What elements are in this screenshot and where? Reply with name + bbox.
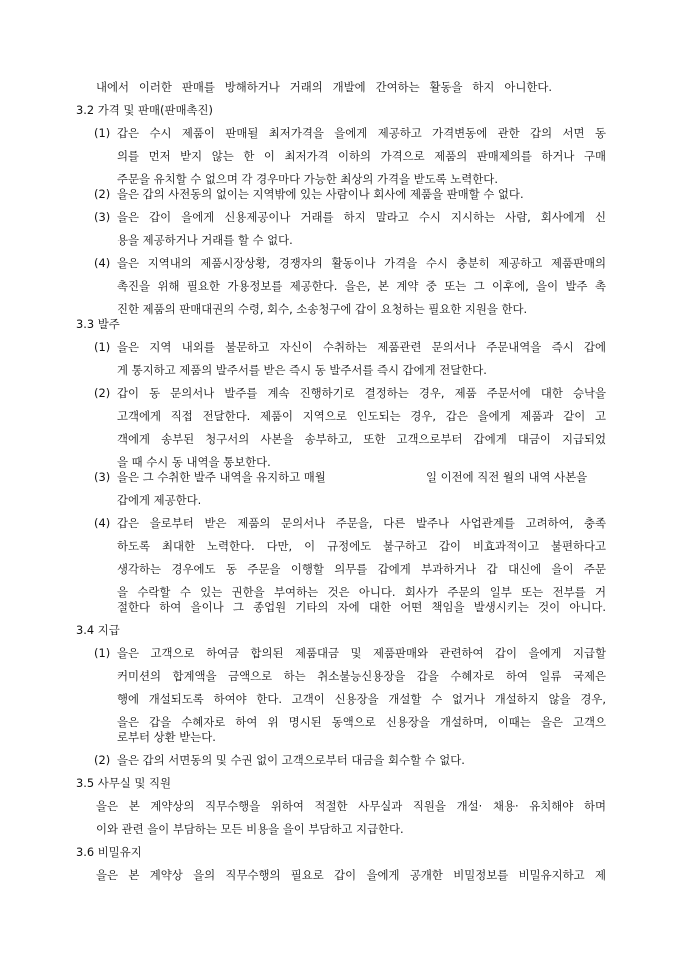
text-line: 을은 본 계약상 을의 직무수행의 필요로 갑이 을에게 공개한 비밀정보를 비밀유지하고 제 <box>96 868 606 882</box>
text-line: 생각하는 경우에도 동 주문을 이행할 의무를 갑에게 부과하거나 갑 대신에 을이 주문 <box>117 562 606 576</box>
text-line: 을 수락할 수 있는 권한을 부여하는 것은 아니다. 회사가 주문의 일부 또는 전부를 거 <box>117 585 606 599</box>
text-line: 진한 제품의 판매대권의 수령, 회수, 소송청구에 갑이 요청하는 필요한 지원을 한다. <box>117 302 528 316</box>
text-line: 을은 지역 내외를 불문하고 자신이 수취하는 제품관련 문의서나 주문내역을 즉시 갑에 <box>117 340 606 354</box>
text-line: 객에게 송부된 청구서의 사본을 송부하고, 또한 고객으로부터 갑에게 대금이 지급되었 <box>117 432 606 446</box>
text-line: 을은 고객으로 하여금 합의된 제품대금 및 제품판매와 관련하여 갑이 을에게 지급할 <box>117 646 606 660</box>
section-heading: 3.3 발주 <box>76 317 120 331</box>
text-line: 내에서 이러한 판매를 방해하거나 거래의 개발에 간여하는 활동을 하지 아니한다. <box>96 80 552 94</box>
text-line: 을은 갑을 수혜자로 하여 위 명시된 동액으로 신용장을 개설하며, 이때는 을은 고객으 <box>117 715 606 729</box>
text-line: 을은 갑의 서면동의 및 수권 없이 고객으로부터 대금을 회수할 수 없다. <box>117 753 465 767</box>
text-line: 절한다 하여 을이나 그 종업원 기타의 자에 대한 어떤 책임을 발생시키는 것이 아니다. <box>117 600 606 614</box>
text-line: 을은 그 수취한 발주 내역을 유지하고 매월 <box>117 470 326 484</box>
item-number: (2) <box>94 753 111 767</box>
section-heading: 3.6 비밀유지 <box>76 845 142 859</box>
item-number: (1) <box>94 646 111 660</box>
text-line: 갑이 동 문의서나 발주를 계속 진행하기로 결정하는 경우, 제품 주문서에 대한 승낙을 <box>117 386 606 400</box>
text-line: 을은 지역내의 제품시장상황, 경쟁자의 활동이나 가격을 수시 충분히 제공하고 제품판매의 <box>117 256 606 270</box>
item-number: (1) <box>94 126 111 140</box>
item-number: (1) <box>94 340 111 354</box>
text-line: 을은 본 계약상의 직무수행을 위하여 적절한 사무실과 직원을 개설· 채용· 유치해야 하며 <box>96 799 606 813</box>
section-heading: 3.5 사무실 및 직원 <box>76 776 171 790</box>
text-line: 게 통지하고 제품의 발주서를 받은 즉시 동 발주서를 즉시 갑에게 전달한다. <box>117 363 487 377</box>
text-line: 용을 제공하거나 거래를 할 수 없다. <box>117 233 293 247</box>
item-number: (4) <box>94 516 111 530</box>
text-line: 갑에게 제공한다. <box>117 493 202 507</box>
text-line: 의를 먼저 받지 않는 한 이 최저가격 이하의 가격으로 제품의 판매제의를 하거나 구매 <box>117 149 606 163</box>
text-line: 주문을 유치할 수 없으며 각 경우마다 가능한 최상의 가격을 받도록 노력한다. <box>117 172 498 186</box>
item-number: (4) <box>94 256 111 270</box>
text-line: 을 때 수시 동 내역을 통보한다. <box>117 455 271 469</box>
item-number: (3) <box>94 210 111 224</box>
item-number: (2) <box>94 386 111 400</box>
text-line: 고객에게 직접 전달한다. 제품이 지역으로 인도되는 경우, 갑은 을에게 제품과 같이 고 <box>117 409 606 423</box>
text-line: 촉진을 위해 필요한 가용정보를 제공한다. 을은, 본 계약 중 또는 그 이후에, 을이 발주 촉 <box>117 279 606 293</box>
text-line: 커미션의 합계액을 금액으로 하는 취소불능신용장을 갑을 수혜자로 하여 일류 국제은 <box>117 669 606 683</box>
text-line: 일 이전에 직전 월의 내역 사본을 <box>426 470 588 484</box>
text-line: 하도록 최대한 노력한다. 다만, 이 규정에도 불구하고 갑이 비효과적이고 불편하다고 <box>117 539 606 553</box>
text-line: 행에 개설되도록 하여야 한다. 고객이 신용장을 개설할 수 없거나 개설하지 않을 경우, <box>117 692 606 706</box>
text-line: 갑은 을로부터 받은 제품의 문의서나 주문을, 다른 발주나 사업관계를 고려하여, 충족 <box>117 516 606 530</box>
item-number: (3) <box>94 470 111 484</box>
section-heading: 3.2 가격 및 판매(판매촉진) <box>76 103 213 117</box>
text-line: 이와 관련 을이 부담하는 모든 비용을 을이 부담하고 지급한다. <box>96 822 404 836</box>
text-line: 로부터 상환 받는다. <box>117 730 216 744</box>
text-line: 을은 갑의 사전동의 없이는 지역밖에 있는 사람이나 회사에 제품을 판매할 수 없다. <box>117 187 524 201</box>
item-number: (2) <box>94 187 111 201</box>
section-heading: 3.4 지급 <box>76 623 120 637</box>
text-line: 을은 갑이 을에게 신용제공이나 거래를 하지 말라고 수시 지시하는 사람, 회사에게 신 <box>117 210 606 224</box>
text-line: 갑은 수시 제품이 판매될 최저가격을 을에게 제공하고 가격변동에 관한 갑의 서면 동 <box>117 126 606 140</box>
